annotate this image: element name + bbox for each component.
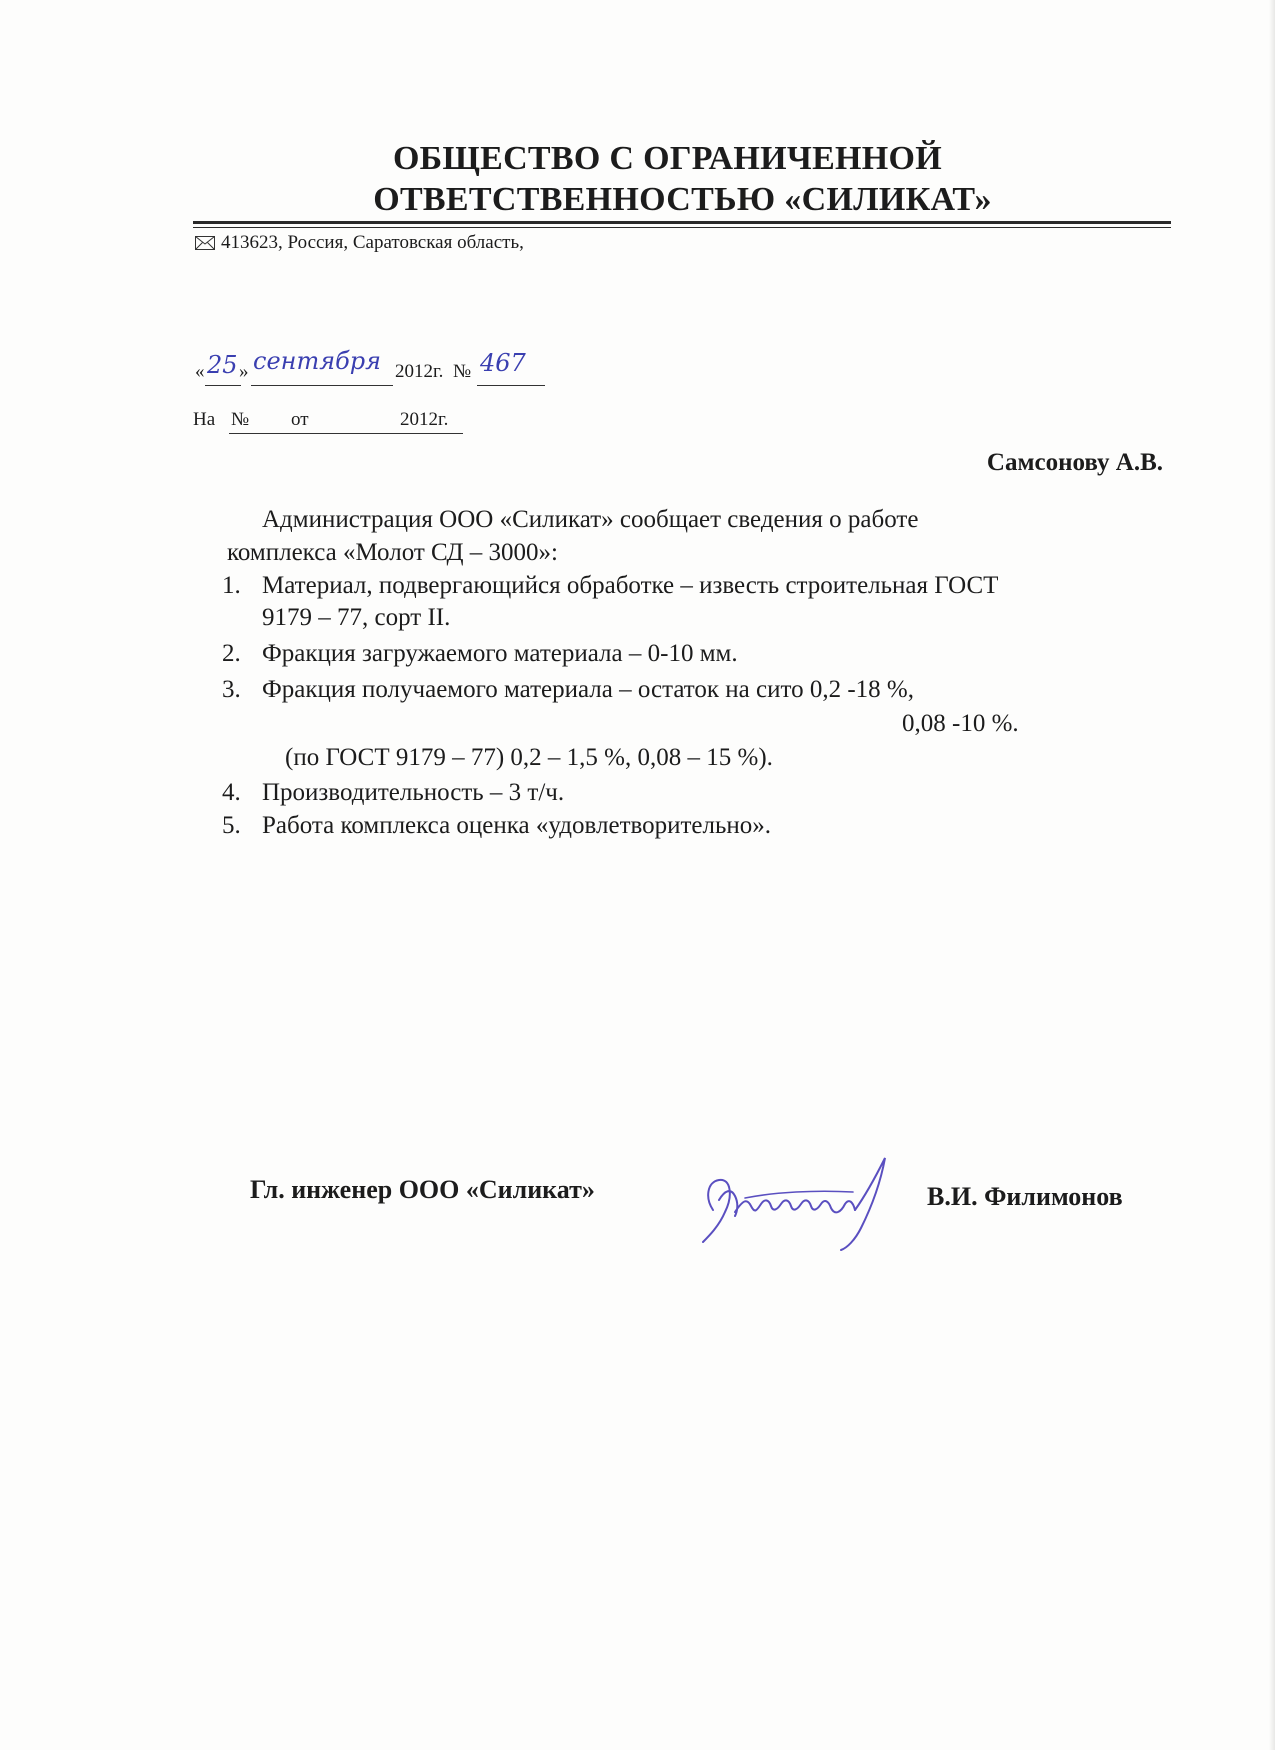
envelope-icon xyxy=(195,236,215,250)
intro-line-1: Администрация ООО «Силикат» сообщает сведения о работе xyxy=(262,506,919,533)
date-month-handwritten: сентября xyxy=(253,347,382,375)
reply-year: 2012г. xyxy=(400,409,449,430)
org-address xyxy=(195,232,524,254)
intro-line-2: комплекса «Молот СД – 3000»: xyxy=(227,539,558,566)
list-item-number: 4. xyxy=(222,779,241,806)
reply-underline xyxy=(229,433,463,434)
date-day-handwritten: 25 xyxy=(207,351,238,379)
list-item-number: 5. xyxy=(222,812,241,839)
date-close-quote: » xyxy=(239,361,249,382)
reply-from-label: от xyxy=(291,409,309,430)
date-open-quote: « xyxy=(195,361,205,382)
number-underline xyxy=(477,385,545,386)
signatory-name: В.И. Филимонов xyxy=(927,1182,1123,1211)
org-name-line-1: ОБЩЕСТВО С ОГРАНИЧЕННОЙ xyxy=(392,140,943,177)
list-item-text: Работа комплекса оценка «удовлетворительно». xyxy=(262,812,772,839)
list-item-1-continuation: 9179 – 77, сорт II. xyxy=(262,604,451,631)
outgoing-number-label: № xyxy=(453,361,472,382)
list-item-text: Материал, подвергающийся обработке – известь строительная ГОСТ xyxy=(262,572,999,599)
date-year: 2012г. xyxy=(395,361,444,382)
list-item-text: Производительность – 3 т/ч. xyxy=(262,779,565,806)
org-name-line-2: ОТВЕТСТВЕННОСТЬЮ «СИЛИКАТ» xyxy=(373,181,992,218)
letterhead-rule-thin xyxy=(193,227,1171,228)
address-text: 413623, Россия, Саратовская область, xyxy=(221,232,524,253)
letterhead-rule-thick xyxy=(193,221,1171,224)
list-item-number: 2. xyxy=(222,640,241,667)
list-item-3-continuation-2: (по ГОСТ 9179 – 77) 0,2 – 1,5 %, 0,08 – 15 %). xyxy=(285,744,773,771)
list-item-number: 1. xyxy=(222,572,241,599)
list-item-number: 3. xyxy=(222,676,241,703)
reply-number-label: № xyxy=(231,409,250,430)
outgoing-number-handwritten: 467 xyxy=(480,349,526,377)
page-edge-shadow xyxy=(1269,0,1275,1750)
reply-prefix: На xyxy=(193,409,216,430)
month-underline xyxy=(251,385,393,386)
addressee: Самсонову А.В. xyxy=(986,449,1163,476)
signatory-title: Гл. инженер ООО «Силикат» xyxy=(250,1175,595,1204)
list-item-text: Фракция получаемого материала – остаток на сито 0,2 -18 %, xyxy=(262,676,914,703)
handwritten-signature xyxy=(685,1140,925,1260)
day-underline xyxy=(205,385,241,386)
list-item-3-continuation-1: 0,08 -10 %. xyxy=(902,710,1019,737)
list-item-text: Фракция загружаемого материала – 0-10 мм. xyxy=(262,640,738,667)
